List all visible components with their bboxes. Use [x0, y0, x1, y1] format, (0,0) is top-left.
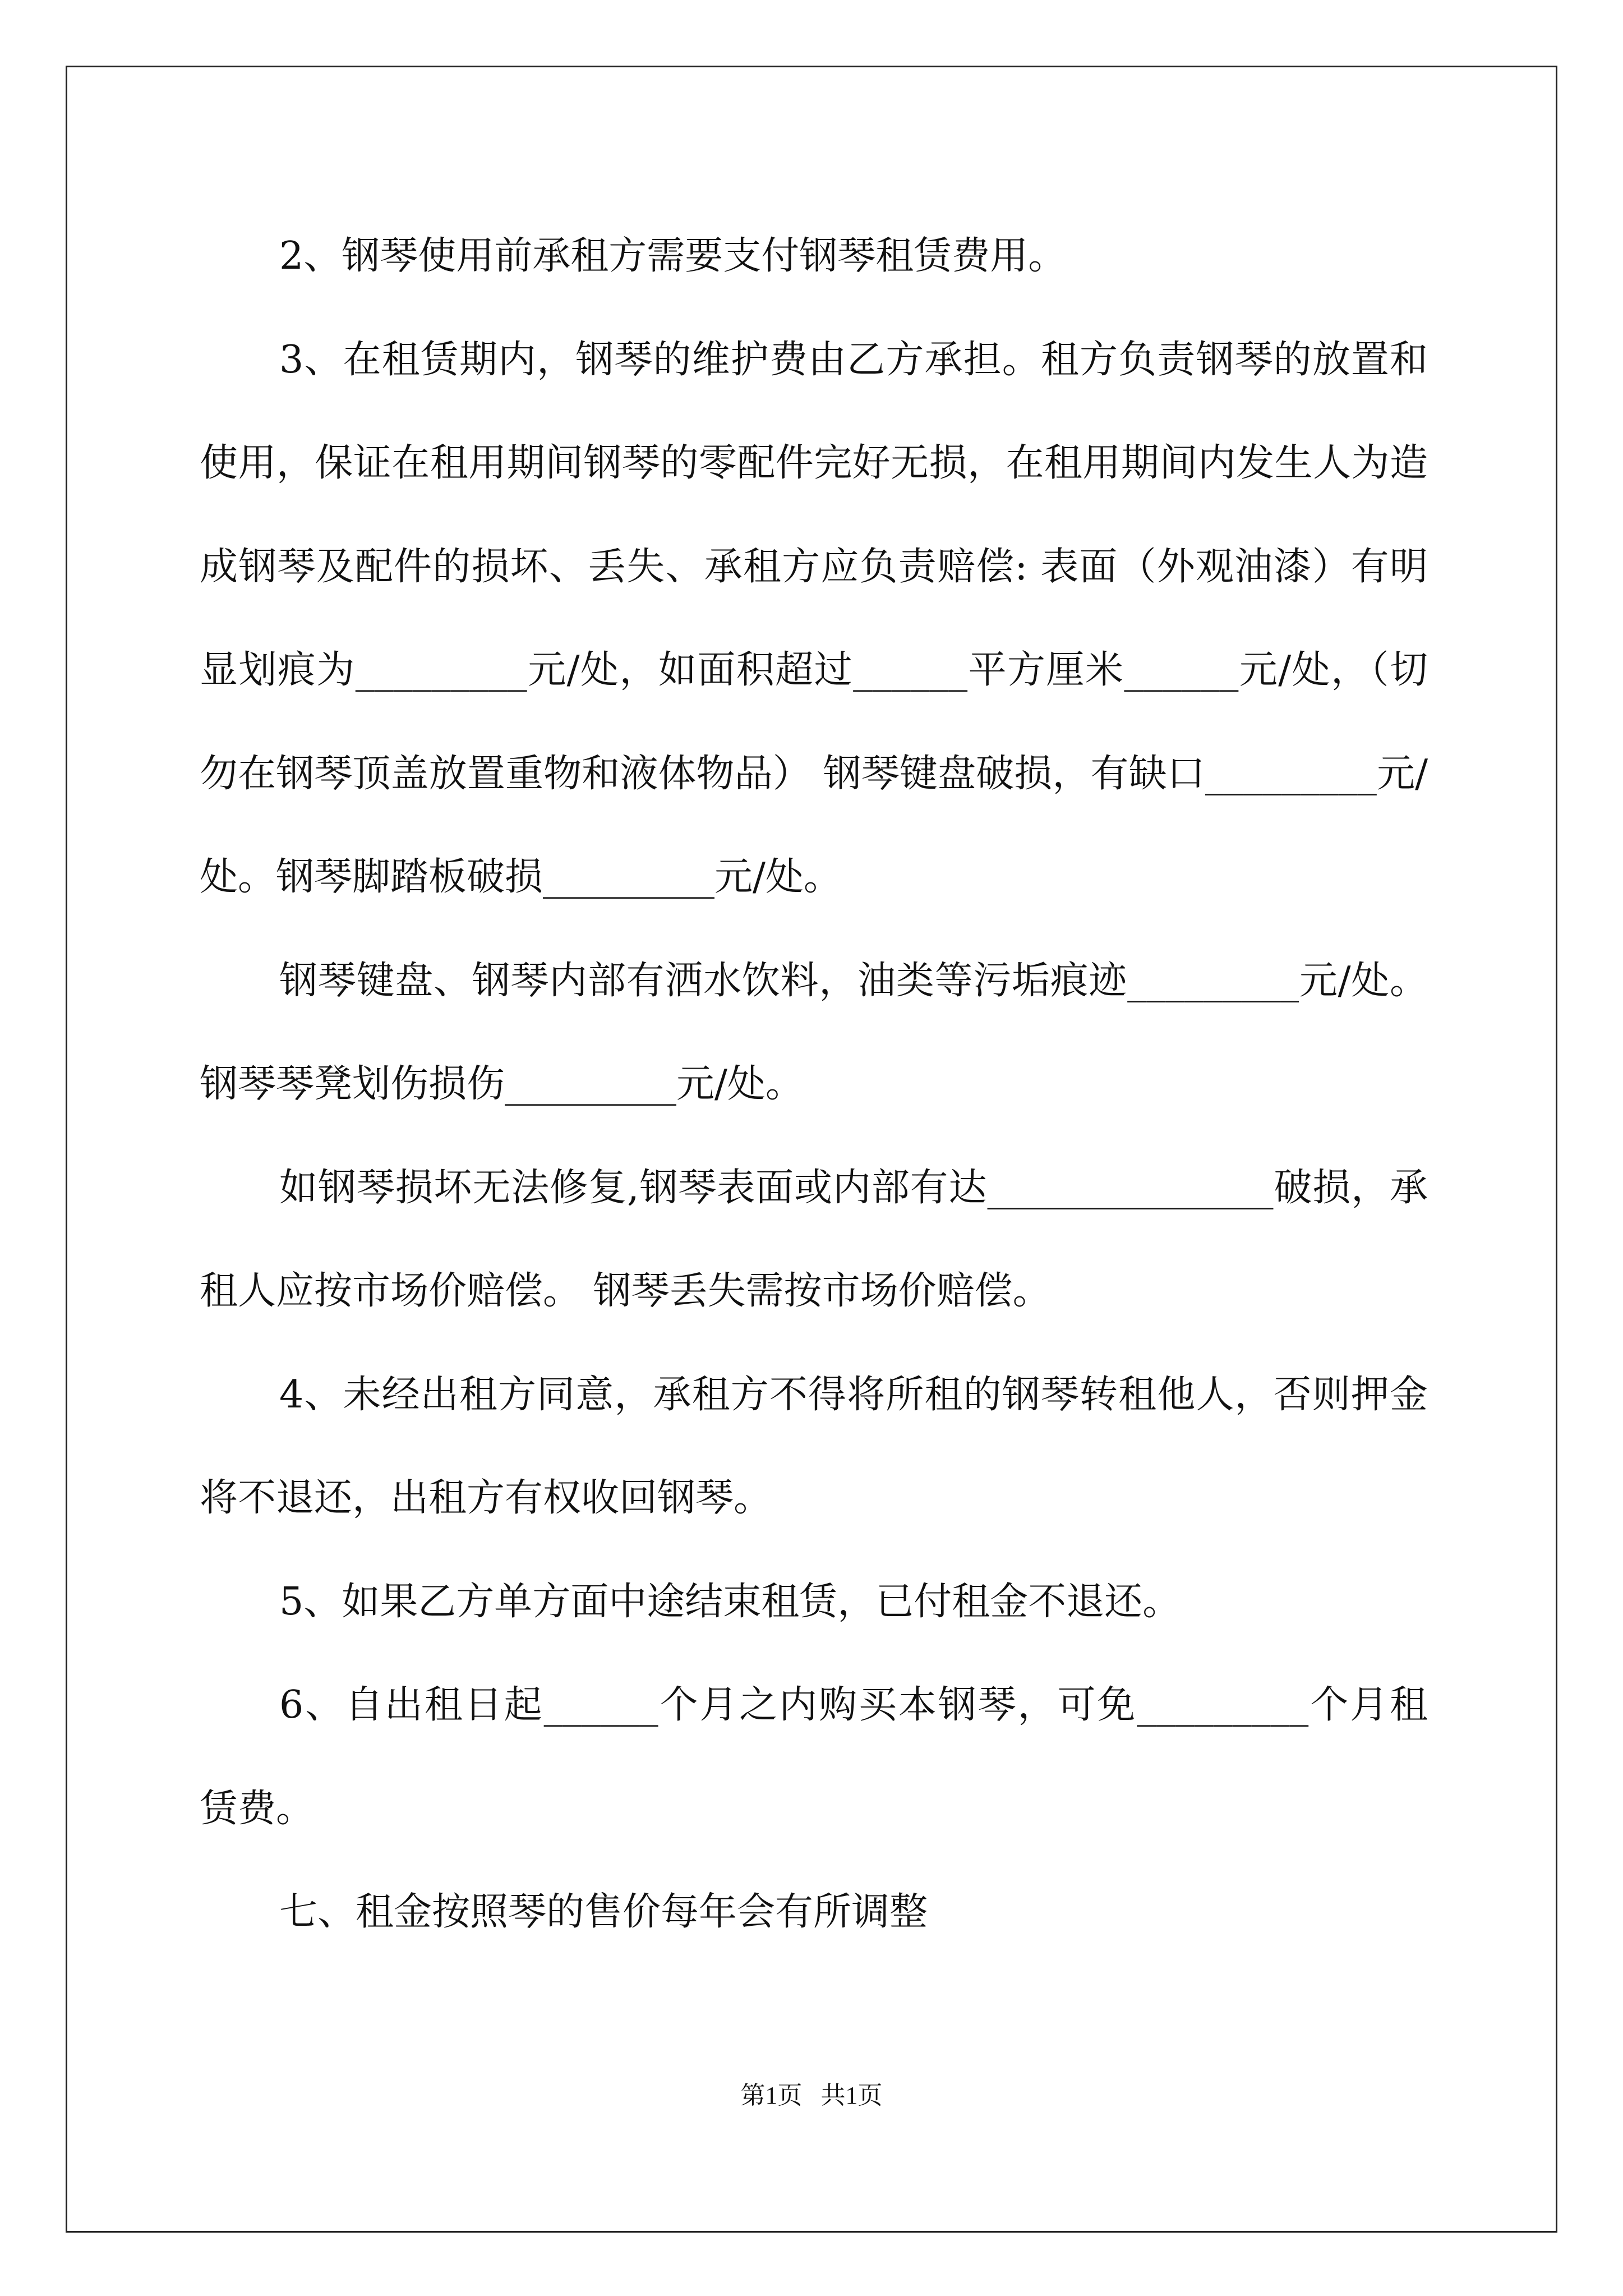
clause-2: 2、钢琴使用前承租方需要支付钢琴租赁费用。 [279, 234, 1067, 278]
page-footer: 第1页 共1页 [740, 2082, 883, 2109]
clause-7: 七、租金按照琴的售价每年会有所调整 [279, 1890, 928, 1934]
clause-3-keyboard: 钢琴键盘、钢琴内部有洒水饮料，油类等污垢痕迹_________元/处。 钢琴琴凳划伤损伤_________元/处。 [200, 958, 1428, 1106]
clause-3: 3、在租赁期内，钢琴的维护费由乙方承担。租方负责钢琴的放置和使用，保证在租用期间钢琴的零配件完好无损，在租用期间内发生人为造成钢琴及配件的损坏、丢失、承租方应负责赔偿: 表面（外观油漆）有明显划痕为_________元/处，如面积超过______平方厘米______元/处，（切勿在钢琴顶盖放置重物和液体物品） 钢琴键盘破损，有缺口_________元/处。钢琴脚踏板破损_________元/处。 [200, 337, 1428, 899]
clause-5: 5、如果乙方单方面中途结束租赁，已付租金不退还。 [279, 1579, 1181, 1624]
clause-6: 6、自出租日起______个月之内购买本钢琴，可免_________个月租赁费。 [200, 1683, 1428, 1831]
document-body [200, 205, 1428, 1964]
clause-3-irreparable: 如钢琴损坏无法修复,钢琴表面或内部有达_______________破损，承租人应按市场价赔偿。 钢琴丢失需按市场价赔偿。 [200, 1165, 1428, 1313]
clause-4: 4、未经出租方同意，承租方不得将所租的钢琴转租他人，否则押金将不退还，出租方有权收回钢琴。 [200, 1372, 1428, 1520]
